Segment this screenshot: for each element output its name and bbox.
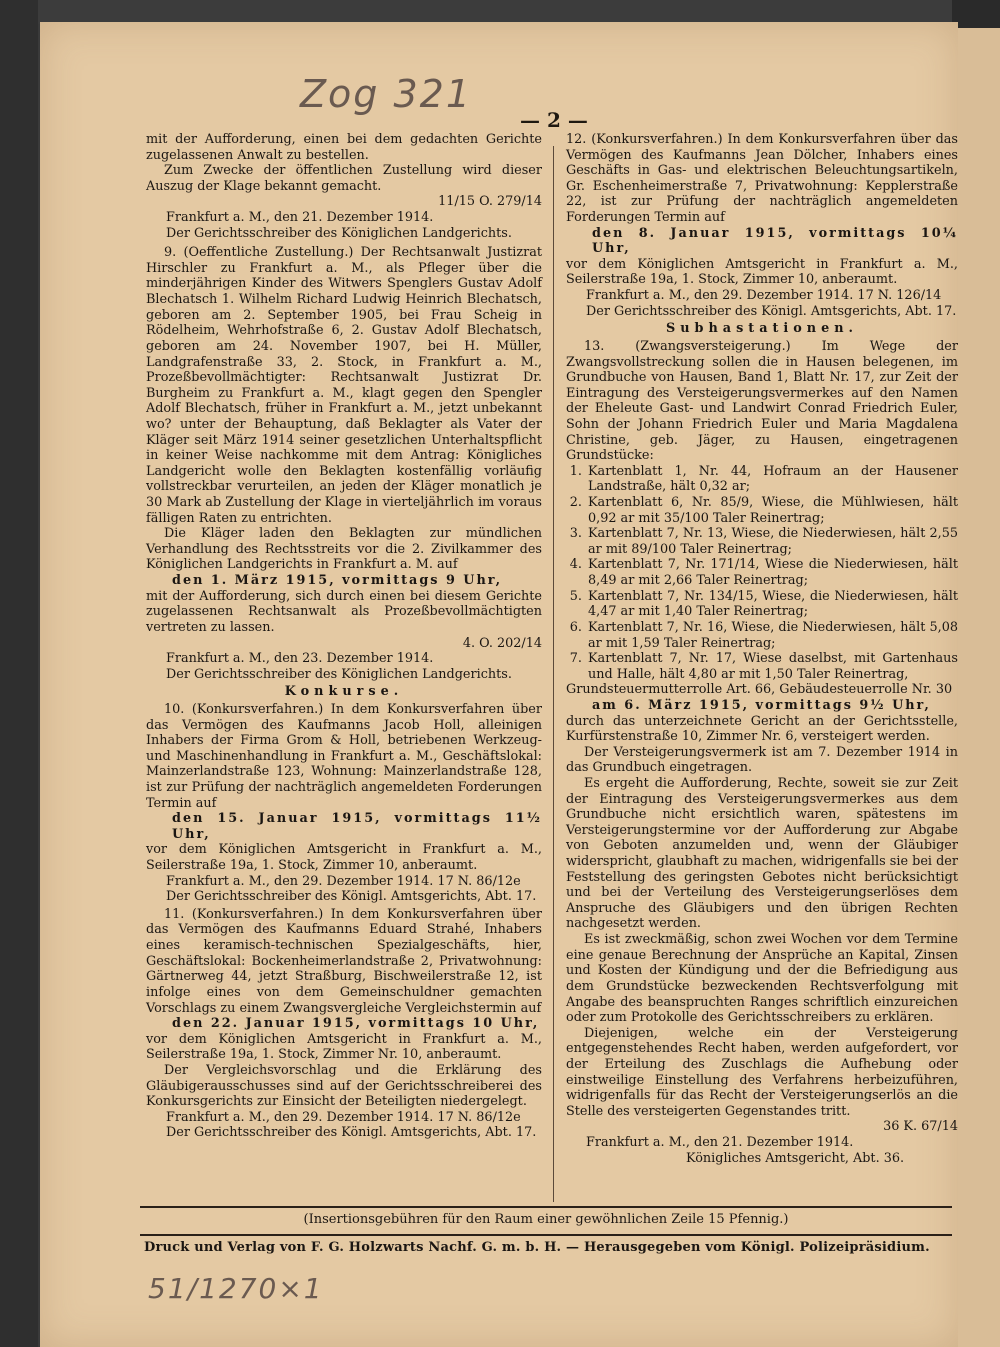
notice-13-paragraph: Es ist zweckmäßig, schon zwei Wochen vor dem Termine eine genaue Berechnung der Ansprüche an Kapital, Zinsen und Kosten der Kündigung und der die Befriedigung aus dem Grundstücke bezweckenden Rechtsverfolgung mit Angabe des beanspruchten Ranges schriftlich einzureichen oder zum Protokolle des Gerichtsschreibers zu erklären. (566, 932, 958, 1026)
notice-13-entry: Der Versteigerungsvermerk ist am 7. Dezember 1914 in das Grundbuch eingetragen. (566, 744, 958, 776)
parcel-item: 4. Kartenblatt 7, Nr. 171/14, Wiese die Niederwiesen, hält 8,49 ar mit 2,66 Taler Reinertrag; (586, 557, 958, 588)
notice-10-text: 10. (Konkursverfahren.) In dem Konkursverfahren über das Vermögen des Kaufmanns Jacob Holl, alleinigen Inhabers der Firma Grom & Holl, betriebenen Werkzeug- und Maschinenhandlung in Frankfurt a. M., Geschäftslokal: Mainzerlandstraße 123, Wohnung: Mainzerlandstraße 128, ist zur Prüfung der nachträglich angemeldeten Forderungen Termin auf (146, 701, 542, 811)
notice-9-text: 9. (Oeffentliche Zustellung.) Der Rechtsanwalt Justizrat Hirschler zu Frankfurt a. M., als Pfleger über die minderjährigen Kinder des Witwers Spenglers Gustav Adolf Blechatsch 1. Wilhelm Richard Ludwig Heinrich Blechatsch, geboren am 2. September 1905, bei Frau Scheig in Rödelheim, Wehrhofstraße 6, 2. Gustav Adolf Blechatsch, geboren am 24. November 1907, bei H. Müller, Landgrafenstraße 33, 2. Stock, in Frankfurt a. M., Prozeßbevollmächtigter: Rechtsanwalt Justizrat Dr. Burgheim zu Frankfurt a. M., klagt gegen den Spengler Adolf Blechatsch, früher in Frankfurt a. M., jetzt unbekannt wo? unter der Behauptung, daß Beklagter als Vater der Kläger seit März 1914 seiner gesetzlichen Unterhaltspflicht in keiner Weise nachkomme mit dem Antrag: Königliches Landgericht wolle den Beklagten kostenfällig vorläufig vollstreckbar verurteilen, an jeden der Kläger monatlich je 30 Mark ab Zustellung der Klage in vierteljährlich im voraus fälligen Raten zu entrichten. (146, 245, 542, 526)
notice-12-hearing: den 8. Januar 1915, vormittags 10¼ Uhr, (592, 225, 958, 257)
notice-13-text: 13. (Zwangsversteigerung.) Im Wege der Zwangsvollstreckung sollen die in Hausen belegenen, im Grundbuche von Hausen, Band 1, Blatt Nr. 17, zur Zeit der Eintragung des Versteigerungsvermerkes auf den Namen der Eheleute Gast- und Landwirt Conrad Friedrich Euler, Sohn der Johann Friedrich Euler und Maria Magdalena Christine, geb. Jäger, zu Hausen, eingetragenen Grundstücke: (566, 338, 958, 464)
left-column (146, 132, 542, 1141)
section-heading-konkurse: Konkurse. (284, 684, 404, 700)
notice-13-register: Grundsteuermutterrolle Art. 66, Gebäudesteuerrolle Nr. 30 (566, 682, 953, 698)
case-reference: 4. O. 202/14 (462, 635, 542, 651)
parcel-list (566, 464, 958, 683)
notice-10-hearing: den 15. Januar 1915, vormittags 11½ Uhr, (172, 811, 542, 842)
parcel-item: 1. Kartenblatt 1, Nr. 44, Hofraum an der Hausener Landstraße, hält 0,32 ar; (586, 464, 958, 495)
page-number: — 2 — (520, 108, 588, 132)
place-date: Frankfurt a. M., den 21. Dezember 1914. (166, 210, 434, 226)
footer-rule-top (140, 1206, 952, 1208)
parcel-item: 5. Kartenblatt 7, Nr. 134/15, Wiese, die Niederwiesen, hält 4,47 ar mit 1,40 Taler Reinertrag; (586, 589, 958, 620)
notice-10-court: vor dem Königlichen Amtsgericht in Frankfurt a. M., Seilerstraße 19a, 1. Stock, Zimmer 10, anberaumt. (146, 842, 542, 874)
parcel-item: 7. Kartenblatt 7, Nr. 17, Wiese daselbst, mit Gartenhaus und Halle, hält 4,80 ar mit 1,50 Taler Reinertrag, (586, 651, 958, 682)
adjacent-page-edge (958, 28, 1000, 1347)
insertion-fee-note: (Insertionsgebühren für den Raum einer gewöhnlichen Zeile 15 Pfennig.) (303, 1212, 789, 1227)
case-reference: 11/15 O. 279/14 (438, 194, 542, 210)
notice-11-court: vor dem Königlichen Amtsgericht in Frankfurt a. M., Seilerstraße 19a, 1. Stock, Zimmer Nr. 10, anberaumt. (146, 1031, 542, 1063)
column-divider (553, 146, 554, 1202)
place-date: Frankfurt a. M., den 23. Dezember 1914. (166, 651, 434, 667)
continuation-text: mit der Aufforderung, einen bei dem gedachten Gerichte zugelassenen Anwalt zu bestellen. (146, 132, 542, 163)
signature: Königliches Amtsgericht, Abt. 36. (686, 1150, 905, 1166)
place-date: Frankfurt a. M., den 29. Dezember 1914. 17 N. 86/12e (166, 873, 521, 889)
signature: Der Gerichtsschreiber des Königl. Amtsgerichts, Abt. 17. (166, 889, 537, 905)
place-date: Frankfurt a. M., den 29. Dezember 1914. 17 N. 126/14 (586, 288, 942, 304)
scan-background-left (0, 0, 38, 1347)
notice-12-court: vor dem Königlichen Amtsgericht in Frankfurt a. M., Seilerstraße 19a, 1. Stock, Zimmer 10, anberaumt. (566, 256, 958, 288)
continuation-text: Zum Zwecke der öffentlichen Zustellung wird dieser Auszug der Klage bekannt gemacht. (146, 163, 542, 194)
publisher-imprint: Druck und Verlag von F. G. Holzwarts Nachf. G. m. b. H. — Herausgegeben vom Königl. Polizeipräsidium. (144, 1240, 930, 1255)
parcel-item: 3. Kartenblatt 7, Nr. 13, Wiese, die Niederwiesen, hält 2,55 ar mit 89/100 Taler Reinertrag; (586, 526, 958, 557)
notice-13-court: durch das unterzeichnete Gericht an der Gerichtsstelle, Kurfürstenstraße 10, Zimmer Nr. 6, versteigert werden. (566, 713, 958, 745)
notice-11-text: 11. (Konkursverfahren.) In dem Konkursverfahren über das Vermögen des Kaufmanns Eduard Strahé, Inhabers eines keramisch-technischen Spezialgeschäfts, hier, Geschäftslokal: Bockenheimerlandstraße 2, Privatwohnung: Gärtnerweg 44, jetzt Straßburg, Bischweilerstraße 12, ist infolge eines von dem Gemeinschuldner gemachten Vorschlags zu einem Zwangsvergleiche Vergleichstermin auf (146, 906, 542, 1016)
notice-9-hearing: den 1. März 1915, vormittags 9 Uhr, (172, 573, 503, 589)
parcel-item: 2. Kartenblatt 6, Nr. 85/9, Wiese, die Mühlwiesen, hält 0,92 ar mit 35/100 Taler Reinertrag; (586, 495, 958, 526)
place-date: Frankfurt a. M., den 29. Dezember 1914. 17 N. 86/12e (166, 1109, 521, 1125)
notice-11-hearing: den 22. Januar 1915, vormittags 10 Uhr, (172, 1016, 540, 1032)
handwritten-catalog-note: 51/1270×1 (148, 1272, 324, 1305)
footer-rule-bottom (140, 1234, 952, 1236)
signature: Der Gerichtsschreiber des Königl. Amtsgerichts, Abt. 17. (586, 303, 957, 319)
notice-13-paragraph: Diejenigen, welche ein der Versteigerung entgegenstehendes Recht haben, werden aufgefordert, vor der Erteilung des Zuschlags die Aufhebung oder einstweilige Einstellung des Verfahrens herbeizuführen, widrigenfalls für das Recht der Versteigerungserlös an die Stelle des versteigerten Gegenstandes tritt. (566, 1025, 958, 1119)
right-column (566, 132, 958, 1166)
notice-9-summons: Die Kläger laden den Beklagten zur mündlichen Verhandlung des Rechtsstreits vor die 2. Zivilkammer des Königlichen Landgerichts in Frankfurt a. M. auf (146, 526, 542, 573)
signature: Der Gerichtsschreiber des Königl. Amtsgerichts, Abt. 17. (166, 1125, 537, 1141)
notice-9-closing: mit der Aufforderung, sich durch einen bei diesem Gerichte zugelassenen Rechtsanwalt als Prozeßbevollmächtigten vertreten zu lassen. (146, 588, 542, 635)
parcel-item: 6. Kartenblatt 7, Nr. 16, Wiese, die Niederwiesen, hält 5,08 ar mit 1,59 Taler Reinertrag; (586, 620, 958, 651)
notice-13-paragraph: Es ergeht die Aufforderung, Rechte, soweit sie zur Zeit der Eintragung des Versteigerungsvermerkes aus dem Grundbuche nicht ersichtlich waren, spätestens im Versteigerungstermine vor der Aufforderung zur Abgabe von Geboten anzumelden und, wenn der Gläubiger widerspricht, glaubhaft zu machen, widrigenfalls sie bei der Feststellung des geringsten Gebotes nicht berücksichtigt und bei der Verteilung des Versteigerungserlöses dem Anspruche des Gläubigers und den übrigen Rechten nachgesetzt werden. (566, 775, 958, 932)
section-heading-subhastationen: Subhastationen. (665, 321, 858, 337)
notice-11-note: Der Vergleichsvorschlag und die Erklärung des Gläubigerausschusses sind auf der Gerichtsschreiberei des Konkursgerichts zur Einsicht der Beteiligten niedergelegt. (146, 1062, 542, 1110)
handwritten-call-number: Zog 321 (300, 72, 473, 116)
signature: Der Gerichtsschreiber des Königlichen Landgerichts. (166, 225, 512, 241)
notice-13-hearing: am 6. März 1915, vormittags 9½ Uhr, (592, 697, 931, 713)
notice-12-text: 12. (Konkursverfahren.) In dem Konkursverfahren über das Vermögen des Kaufmanns Jean Dölcher, Inhabers eines Geschäfts in Gas- und elektrischen Beleuchtungsartikeln, Gr. Eschenheimerstraße 7, Privatwohnung: Kepplerstraße 22, ist zur Prüfung der nachträglich angemeldeten Forderungen Termin auf (566, 132, 958, 226)
place-date: Frankfurt a. M., den 21. Dezember 1914. (586, 1135, 854, 1150)
scan-background-top (0, 0, 1000, 24)
signature: Der Gerichtsschreiber des Königlichen Landgerichts. (166, 666, 512, 682)
case-reference: 36 K. 67/14 (883, 1119, 958, 1135)
